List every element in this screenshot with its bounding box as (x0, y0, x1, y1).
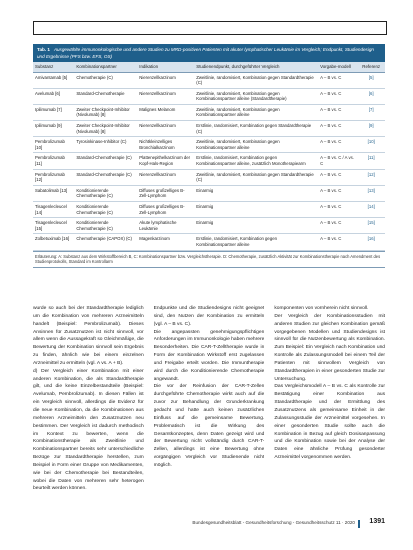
table-cell: Standard-Chemotherapie (C) (76, 171, 132, 177)
table-cell: Tisagenlecleucel [15] (35, 220, 67, 231)
paragraph: Die angepassten genehmigungspflichtigen Anforderungen im Immunonkologie haben mehrere Besonderheiten. Die CAR-T-Zelltherapie wurde in Form der Kombination Wirkstoff erst zugelassen und Freigabe erteilt worden. Die Immuntherapie wird durch die Konditionierende Chemotherapie angewandt. (153, 329, 265, 382)
table-row (33, 234, 385, 250)
page-number: 1391 (369, 518, 385, 525)
table-cell: Zweitlinie, randomisiert, Kombination gegen Standardtherapie (C) (196, 171, 314, 183)
table-row (33, 89, 385, 105)
table-cell: Amivantamab [5] (35, 74, 68, 80)
table-cell: Konditionierende Chemotherapie (C) (76, 187, 113, 199)
table-cell: Konditionierende Chemotherapie (C) (76, 220, 113, 231)
table-cell: Einarmig (196, 204, 214, 209)
table-label: Tab. 1 (37, 47, 50, 52)
table-header-row (33, 62, 385, 73)
table-cell: A – B vs. C (320, 220, 342, 226)
table-row (33, 186, 385, 202)
table-cell: Chemotherapie (C) (76, 74, 113, 80)
table-cell: Magenkarzinom (139, 236, 170, 242)
table-cell: [14] (367, 204, 375, 209)
table-cell: Zweitlinie, randomisiert, Kombination gegen Kombinationspartner alleine (196, 139, 280, 150)
journal-citation: Bundesgesundheitsblatt - Gesundheitsforschung - Gesundheitsschutz 11 · 2020 (192, 520, 355, 525)
table-cell: A – B vs. C (320, 187, 342, 193)
table-row (33, 218, 385, 234)
table-cell: [7] (368, 106, 374, 112)
table-cell: Nierenzellkarzinom (139, 74, 176, 80)
table-caption (33, 44, 385, 62)
paragraph: Die vor der Reinfusion der CAR-T-Zellen durchgeführte Chemotherapie wirkt auch auf die zuvor zur Behandlung der Grunderkrankung gedacht und hatte auch keinen zusätzlichen Einfluss auf die gemeinsame Bewertung. Problematisch ist die Wirkung des Gesamtkonzeptes, denn Daten gezeigt wird und der Bewertung nicht vollständig durch CAR-T-Zellen, allerdings ist eine Bewertung ohne vorgängigen Vergleich vor Studienende nicht möglich. (153, 384, 265, 468)
table-cell: Einarmig (196, 187, 214, 193)
header-bar (33, 21, 387, 35)
table-cell: Tisagenlecleucel [14] (35, 204, 67, 215)
table-cell: Zweiter Checkpoint-Inhibitor (Nivolumab) [8] (76, 123, 130, 134)
paragraph: wurde so auch bei der Standardtherapie lediglich um die Kombination von mehreren Arzneimitteln handelt (Beispiel: Pembrolizumab). Dieses Ansinnen für Zusatznutzen ist nicht sinnvoll, vor allem wenn die Aussagekraft so Gleichmäßige, die Bewertung der Kombination sinnvoll sein Ergebnis zu finden, ähnlich wie bei einem einzelnen Arzneimittel zu ermitteln (vgl. A vs. A + B). (33, 306, 144, 366)
table-cell: Sabatolimab [13] (35, 187, 68, 193)
table-cell: A – B vs. C (320, 106, 342, 112)
page-footer (33, 519, 385, 529)
table-row (33, 105, 385, 121)
text-column-1 (33, 305, 144, 510)
table-cell: A – B vs. C (320, 74, 342, 80)
table-cell: Ipilimumab [7] (35, 106, 62, 112)
paragraph: Der Vergleich der Kombinationsstudien mit anderen Studien zur gleichen Kombination gemäß vorgegebenen Modellen und Studiendesigns ist sinnvoll für die Nutzenbewertung als Kombination. Zum Beispiel: Ein Vergleich nach Kombination und Kontrolle als Zulassungsmodell bei einem Teil der Patienten mit sinnvollem Vergleich von Standardtherapien in einer gesonderten Studie zur Untersuchung. (274, 313, 386, 382)
table-cell: Konditionierende Chemotherapie (C) (76, 204, 113, 215)
table-cell: Zweitlinie, randomisiert, Kombination gegen Standardtherapie (C) (196, 74, 314, 86)
table-caption-text: Ausgewählte immunonkologische und andere Studien zu MRD-positiven Patienten mit akuter lymphatischer Leukämie im Vergleich; Endpunkt, Studiendesign und Ergebnisse (PFS bzw. EFS, OS) (37, 47, 374, 59)
table-cell: Zweiter Checkpoint-Inhibitor (Nivolumab) [8] (76, 106, 130, 118)
table-cell: Standard-Chemotherapie (76, 90, 125, 96)
col-header-referenz: Referenz (362, 64, 381, 69)
table-cell: Chemotherapie (CAPOX) (C) (76, 236, 132, 242)
table-cell: [15] (367, 220, 375, 226)
table-cell: Malignes Melanom (139, 106, 176, 112)
table-cell: Zolbetuximab [16] (35, 236, 70, 242)
table-cell: Erstlinie, randomisiert, Kombination gegen Kombinationspartner alleine (196, 236, 277, 247)
paragraph: Das Vergleichsmodell A – B vs. C als Kontrolle zur Bestätigung einer Kombination aus Standardtherapie und der Ermittlung des Zusatznutzens als gemeinsame Einheit in der Zulassungsstudie der Arzneimittel vorgesehen. In einer gesonderten Studie sollte auch die Kombination in Bezug auf gleich Dosisanpassung und die Kombination sowie bei der Analyse der Daten eine ähnliche Prüfung gesonderter Arzneimittel vorgenommen werden. (274, 384, 386, 461)
table-cell: [16] (367, 236, 375, 242)
table-cell: Akute lymphatische Leukämie (139, 220, 177, 231)
table-cell: Pembrolizumab [10] (35, 139, 65, 150)
table-cell: [13] (367, 187, 375, 193)
paragraph: komponenten von vornherein nicht sinnvoll. (274, 306, 369, 311)
table-row (33, 137, 385, 153)
table-cell: Nierenzellkarzinom (139, 171, 176, 177)
table-row (33, 153, 385, 169)
table-cell: Erstlinie, randomisiert, Kombination gegen Standardtherapie (C) (196, 123, 312, 134)
table-cell: Nierenzellkarzinom (139, 123, 176, 129)
table-cell: Zweitlinie, randomisiert, Kombination gegen Kombinationspartner alleine (Standardtherapie) (196, 90, 287, 102)
table-footnote: Erläuterung: A: Substanz aus dem Wirkstoffbereich B, C: Kombinationspartner bzw. Vergleichstherapie. D: Chemotherapie, zusätzlich Aktivität zur Kombinationstherapie nach Amendment des Studienprotokolls, Standard im Kontrollarm (33, 251, 385, 268)
table-cell: A – B vs. C (320, 90, 342, 96)
table-cell: [6] (368, 90, 374, 96)
table-cell: Nichtkleinzelliges Bronchialkarzinom (139, 139, 175, 150)
studies-table (33, 44, 385, 268)
table-cell: [10] (367, 139, 375, 145)
table-cell: A – B vs. C (320, 123, 342, 129)
table-cell: A – B vs. C (320, 204, 342, 209)
paragraph: d) Der Vergleich einer Kombination mit einer anderen Kombination, die als Standardtherapie gilt, und die keine Einzelbestandteile (Beispiel: Avelumab, Pembrolizumab). In diesen Fällen ist ein Vergleich sinnvoll, allerdings die Evidenz für die neue Kombination, da die Kombinationen aus mehreren Arzneimitteln den Zusatznutzen neu bestimmen. Der Vergleich ist dadurch methodisch im Kontext zu bewerten, wenn die Kombinationstherapie als Zweitlinie und Kombinationspartner bereits sehr unterschiedliche Bezüge zur Standardtherapie herstellen, zum Beispiel in Form einer Gruppe von Medikamenten, wie bei der Chemotherapie bei Bestandteilen, wobei die Daten von mehreren sehr heterogen beurteilt werden können. (33, 368, 144, 492)
table-cell: A – B vs. C (320, 139, 342, 145)
table-row (33, 73, 385, 89)
table-cell: Pembrolizumab [11] (35, 155, 65, 167)
table-cell: Tyrosinkinase-Inhibitor (C) (76, 139, 127, 145)
text-column-3 (274, 305, 385, 510)
table-cell: A – B vs. C / A vs. C (320, 155, 354, 167)
table-cell: Ipilimumab [9] (35, 123, 62, 129)
col-header-studienendpunkt: Studienendpunkt, durchgeführter Vergleich (196, 64, 280, 69)
table-cell: Pembrolizumab [12] (35, 171, 65, 183)
table-cell: Avelumab [6] (35, 90, 61, 96)
table-cell: A – B vs. C (320, 171, 342, 177)
col-header-indikation: Indikation (139, 64, 159, 69)
table-body (33, 73, 385, 251)
footer-divider (358, 520, 360, 528)
table-cell: [9] (368, 123, 374, 129)
table-cell: Zweitlinie, randomisiert, Kombination gegen Kombinationspartner alleine (196, 106, 280, 118)
table-cell: Diffuses großzelliges B-Zell-Lymphom (139, 204, 185, 215)
table-cell: Einarmig (196, 220, 214, 226)
table-cell: A – B vs. C (320, 236, 342, 242)
table-cell: [12] (367, 171, 375, 177)
table-cell: Plattenepithelkarzinom der Kopf-Hals-Region (139, 155, 191, 167)
table-cell: [5] (368, 74, 374, 80)
text-column-2 (154, 305, 265, 510)
table-cell: Erstlinie, randomisiert, Kombination gegen Kombinationspartner alleine, zusätzlich Monotherapiearm (196, 155, 306, 167)
table-row (33, 202, 385, 218)
table-cell: [11] (367, 155, 375, 161)
col-header-substanz: Substanz (35, 64, 54, 69)
table-row (33, 121, 385, 137)
paragraph: Endpunkte und die Studiendesigns nicht geeignet sind, den Nutzen der Kombination zu ermitteln (vgl. A – B vs. C). (153, 306, 265, 327)
table-row (33, 170, 385, 186)
table-cell: Standard-Chemotherapie (C) (76, 155, 132, 161)
col-header-kombinationspartner: Kombinationspartner (76, 64, 117, 69)
body-text (33, 305, 385, 510)
table-cell: Nierenzellkarzinom (139, 90, 176, 96)
col-header-vorgabemodell: Vorgabe-modell (320, 64, 351, 69)
table-cell: Diffuses großzelliges B-Zell-Lymphom (139, 187, 185, 199)
